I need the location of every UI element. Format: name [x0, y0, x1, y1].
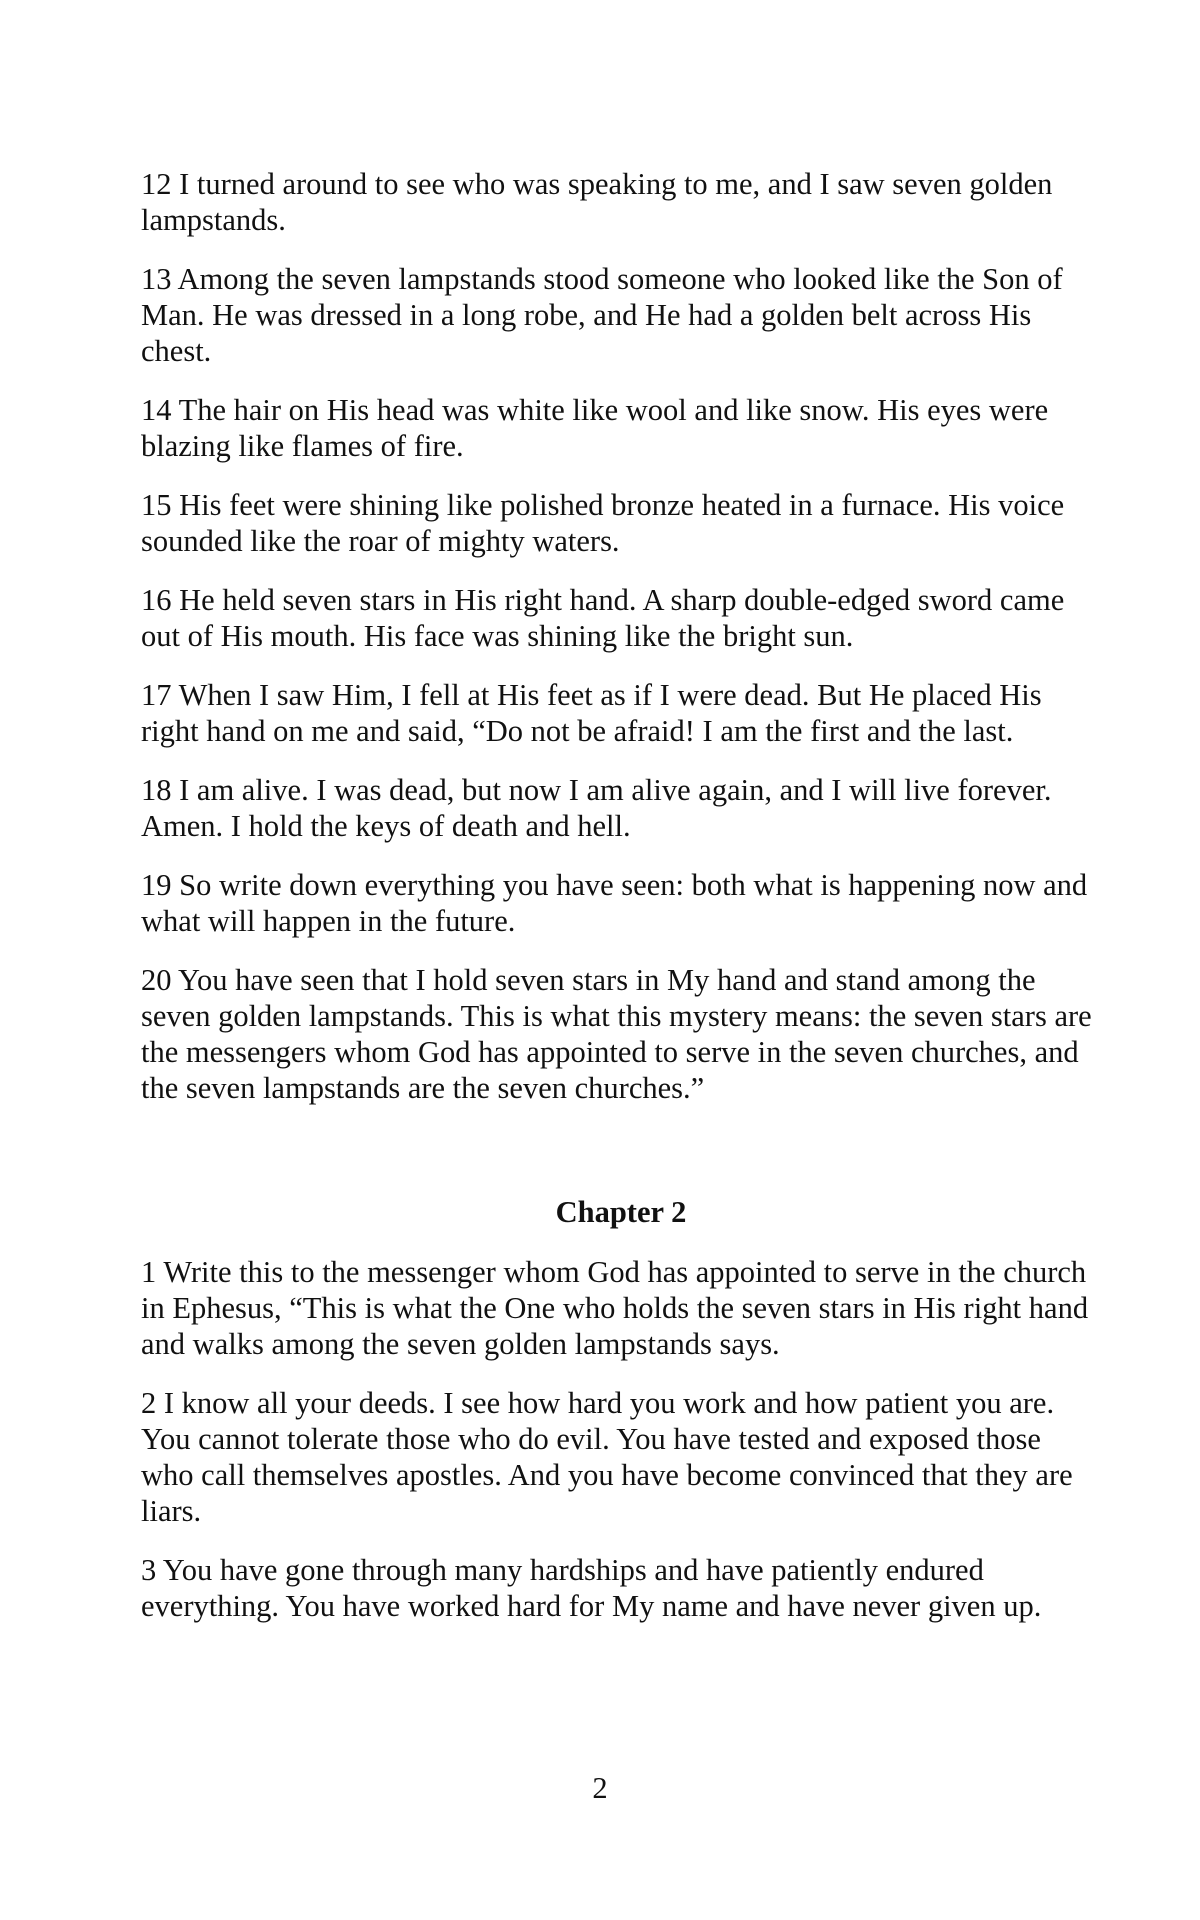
verse-1-12: 12 I turned around to see who was speaking to me, and I saw seven golden lampstands. — [141, 167, 1053, 237]
verse-2-2: 2 I know all your deeds. I see how hard you work and how patient you are. You cannot tolerate those who do evil. You have tested and exposed those who call themselves apostles. And you have become convinced that they are liars. — [141, 1386, 1073, 1528]
verse-1-18: 18 I am alive. I was dead, but now I am alive again, and I will live forever. Amen. I hold the keys of death and hell. — [141, 773, 1052, 843]
verse-1-19: 19 So write down everything you have seen: both what is happening now and what will happen in the future. — [141, 868, 1088, 938]
verse-1-15: 15 His feet were shining like polished bronze heated in a furnace. His voice sounded like the roar of mighty waters. — [141, 488, 1065, 558]
verse-1-17: 17 When I saw Him, I fell at His feet as if I were dead. But He placed His right hand on me and said, “Do not be afraid! I am the first and the last. — [141, 678, 1042, 748]
chapter-spacer — [141, 1129, 1101, 1194]
verse-1-16: 16 He held seven stars in His right hand. A sharp double-edged sword came out of His mouth. His face was shining like the bright sun. — [141, 583, 1065, 653]
verse-2-1: 1 Write this to the messenger whom God has appointed to serve in the church in Ephesus, “This is what the One who holds the seven stars in His right hand and walks among the seven golden lampstands says. — [141, 1255, 1089, 1361]
verse-1-20: 20 You have seen that I hold seven stars in My hand and stand among the seven golden lampstands. This is what this mystery means: the seven stars are the messengers whom God has appointed to serve in the seven churches, and the seven lampstands are the seven churches.” — [141, 963, 1092, 1105]
verse-1-13: 13 Among the seven lampstands stood someone who looked like the Son of Man. He was dressed in a long robe, and He had a golden belt across His chest. — [141, 262, 1063, 368]
page-body — [141, 166, 1101, 1647]
verse-1-14: 14 The hair on His head was white like wool and like snow. His eyes were blazing like flames of fire. — [141, 393, 1049, 463]
verse-2-3: 3 You have gone through many hardships and have patiently endured everything. You have worked hard for My name and have never given up. — [141, 1553, 1042, 1623]
chapter-heading: Chapter 2 — [555, 1195, 687, 1229]
page-number: 2 — [592, 1771, 608, 1805]
